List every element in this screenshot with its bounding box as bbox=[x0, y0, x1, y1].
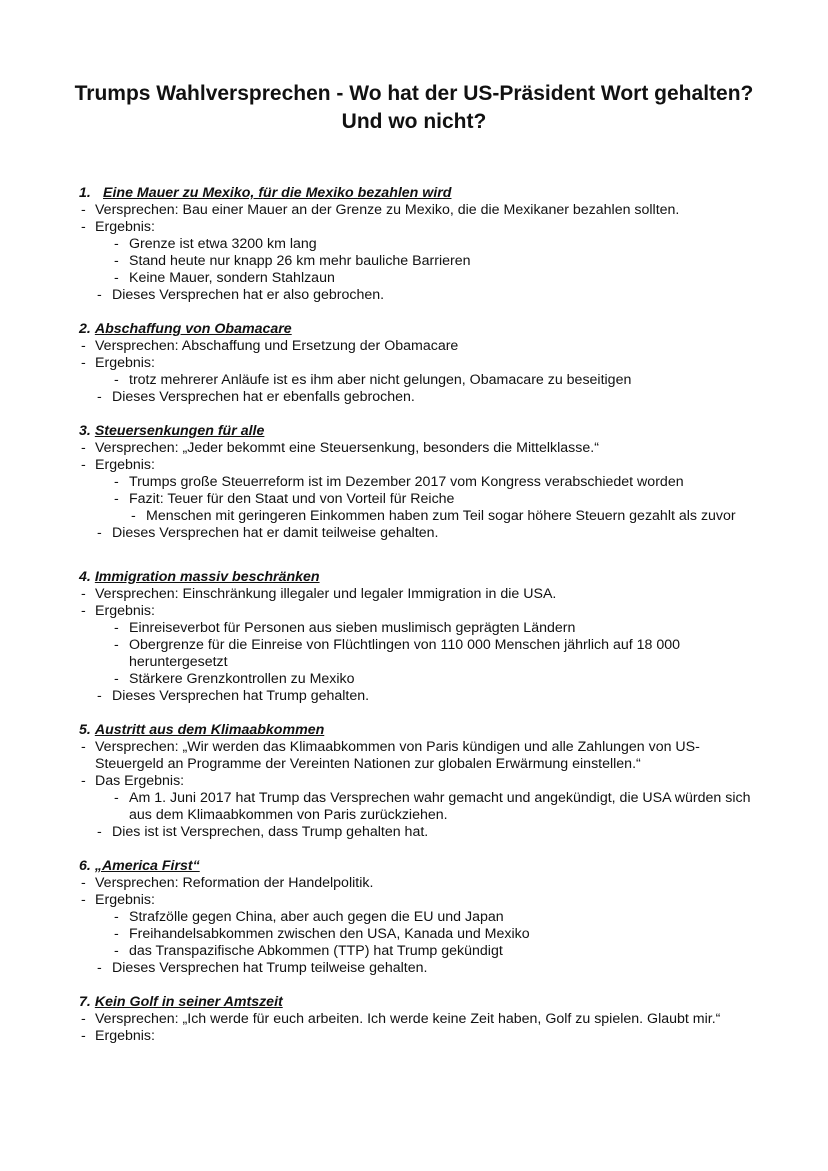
verdict-item: - Dieses Versprechen hat Trump teilweise gehalten. bbox=[0, 960, 828, 977]
result-label: - Ergebnis: bbox=[0, 355, 828, 372]
section-2 bbox=[0, 321, 828, 406]
section-5 bbox=[0, 722, 828, 841]
document-content bbox=[0, 185, 828, 1062]
result-label: - Ergebnis: bbox=[0, 603, 828, 620]
section-title: Immigration massiv beschränken bbox=[94, 569, 320, 585]
result-point: - Grenze ist etwa 3200 km lang bbox=[0, 236, 828, 253]
result-point: - Am 1. Juni 2017 hat Trump das Versprechen wahr gemacht und angekündigt, die USA würden sich aus dem Klimaabkommen von Paris zurückziehen. bbox=[0, 790, 828, 824]
result-point: - Strafzölle gegen China, aber auch gegen die EU und Japan bbox=[0, 909, 828, 926]
section-number: 7. bbox=[79, 994, 91, 1010]
section-heading bbox=[79, 994, 828, 1011]
verdict-item: - Dies ist ist Versprechen, dass Trump gehalten hat. bbox=[0, 824, 828, 841]
section-6 bbox=[0, 858, 828, 977]
section-heading bbox=[79, 321, 828, 338]
result-point: - trotz mehrerer Anläufe ist es ihm aber nicht gelungen, Obamacare zu beseitigen bbox=[0, 372, 828, 389]
section-number: 1. bbox=[79, 185, 91, 201]
verdict-item: - Dieses Versprechen hat Trump gehalten. bbox=[0, 688, 828, 705]
promise-item: - Versprechen: „Jeder bekommt eine Steuersenkung, besonders die Mittelklasse.“ bbox=[0, 440, 828, 457]
section-7 bbox=[0, 994, 828, 1045]
result-point: - Obergrenze für die Einreise von Flüchtlingen von 110 000 Menschen jährlich auf 18 000 heruntergesetzt bbox=[0, 637, 828, 671]
result-label: - Ergebnis: bbox=[0, 1028, 828, 1045]
section-title: „America First“ bbox=[94, 858, 200, 874]
promise-item: - Versprechen: Einschränkung illegaler und legaler Immigration in die USA. bbox=[0, 586, 828, 603]
promise-item: - Versprechen: Reformation der Handelpolitik. bbox=[0, 875, 828, 892]
result-point: - Keine Mauer, sondern Stahlzaun bbox=[0, 270, 828, 287]
result-subpoint: - Menschen mit geringeren Einkommen haben zum Teil sogar höhere Steuern gezahlt als zuvor bbox=[0, 508, 828, 525]
result-point: - Fazit: Teuer für den Staat und von Vorteil für Reiche bbox=[0, 491, 828, 508]
result-point: - Trumps große Steuerreform ist im Dezember 2017 vom Kongress verabschiedet worden bbox=[0, 474, 828, 491]
promise-item: - Versprechen: „Wir werden das Klimaabkommen von Paris kündigen und alle Zahlungen von US-Steuergeld an Programme der Vereinten Nationen zur globalen Erwärmung einstellen.“ bbox=[0, 739, 828, 773]
section-title: Eine Mauer zu Mexiko, für die Mexiko bezahlen wird bbox=[103, 185, 452, 201]
section-title: Steuersenkungen für alle bbox=[94, 423, 265, 439]
section-heading bbox=[79, 185, 828, 202]
promise-item: - Versprechen: Bau einer Mauer an der Grenze zu Mexiko, die die Mexikaner bezahlen sollten. bbox=[0, 202, 828, 219]
section-number: 4. bbox=[79, 569, 91, 585]
section-4 bbox=[0, 569, 828, 705]
result-label: - Ergebnis: bbox=[0, 219, 828, 236]
section-number: 6. bbox=[79, 858, 91, 874]
section-1 bbox=[0, 185, 828, 304]
result-point: - Stand heute nur knapp 26 km mehr bauliche Barrieren bbox=[0, 253, 828, 270]
result-label: - Ergebnis: bbox=[0, 457, 828, 474]
section-number: 3. bbox=[79, 423, 91, 439]
result-label: - Ergebnis: bbox=[0, 892, 828, 909]
section-heading bbox=[79, 569, 828, 586]
section-heading bbox=[79, 858, 828, 875]
verdict-item: - Dieses Versprechen hat er ebenfalls gebrochen. bbox=[0, 389, 828, 406]
section-heading bbox=[79, 423, 828, 440]
promise-item: - Versprechen: Abschaffung und Ersetzung der Obamacare bbox=[0, 338, 828, 355]
result-point: - das Transpazifische Abkommen (TTP) hat Trump gekündigt bbox=[0, 943, 828, 960]
verdict-item: - Dieses Versprechen hat er also gebrochen. bbox=[0, 287, 828, 304]
result-point: - Stärkere Grenzkontrollen zu Mexiko bbox=[0, 671, 828, 688]
result-point: - Einreiseverbot für Personen aus sieben muslimisch geprägten Ländern bbox=[0, 620, 828, 637]
result-label: - Das Ergebnis: bbox=[0, 773, 828, 790]
result-point: - Freihandelsabkommen zwischen den USA, Kanada und Mexiko bbox=[0, 926, 828, 943]
section-number: 5. bbox=[79, 722, 91, 738]
section-title: Kein Golf in seiner Amtszeit bbox=[94, 994, 283, 1010]
document-title: Trumps Wahlversprechen - Wo hat der US-Präsident Wort gehalten? Und wo nicht? bbox=[74, 82, 754, 133]
section-3 bbox=[0, 423, 828, 542]
section-title: Abschaffung von Obamacare bbox=[94, 321, 292, 337]
verdict-item: - Dieses Versprechen hat er damit teilweise gehalten. bbox=[0, 525, 828, 542]
promise-item: - Versprechen: „Ich werde für euch arbeiten. Ich werde keine Zeit haben, Golf zu spielen. Glaubt mir.“ bbox=[0, 1011, 828, 1028]
section-number: 2. bbox=[79, 321, 91, 337]
section-heading bbox=[79, 722, 828, 739]
section-title: Austritt aus dem Klimaabkommen bbox=[94, 722, 325, 738]
